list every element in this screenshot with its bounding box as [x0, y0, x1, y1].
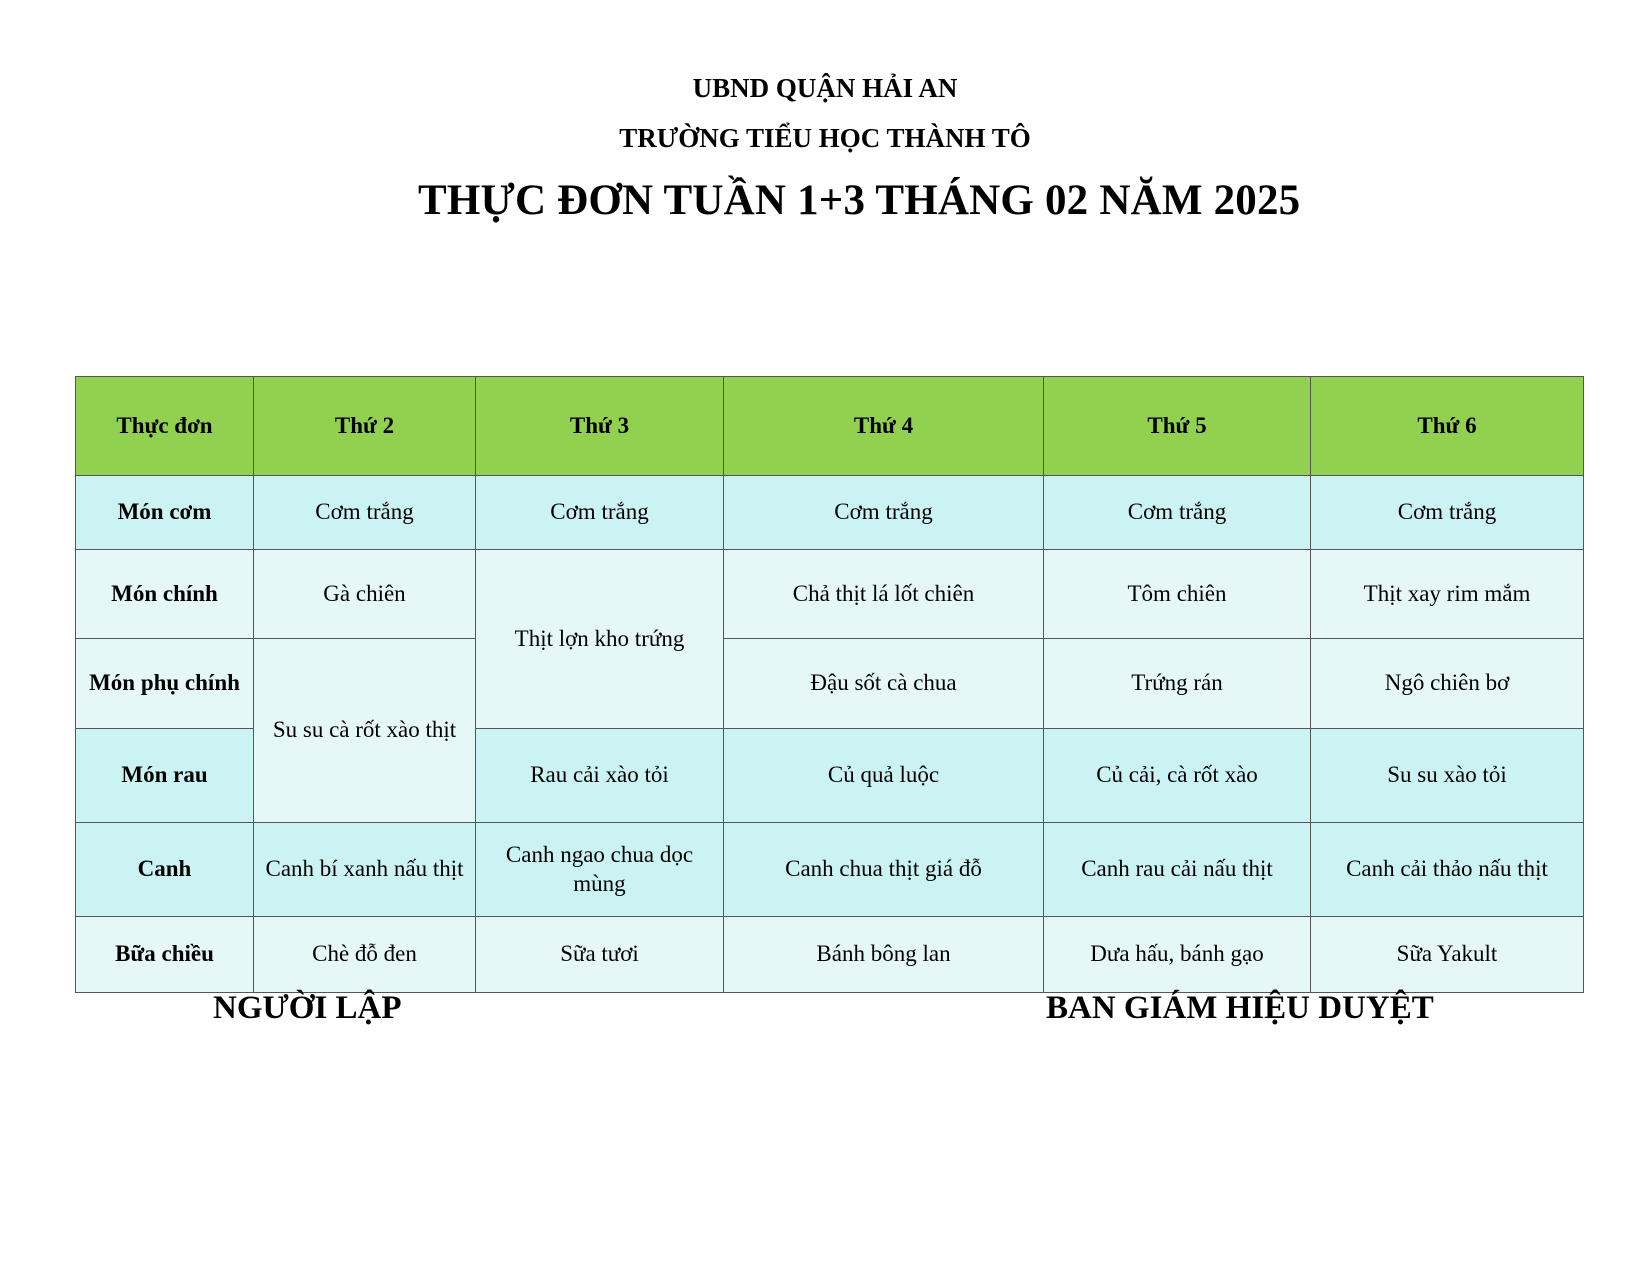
table-cell: Trứng rán	[1044, 639, 1311, 729]
table-cell: Cơm trắng	[254, 476, 476, 550]
table-cell: Củ cải, cà rốt xào	[1044, 729, 1311, 823]
table-cell: Su su cà rốt xào thịt	[254, 639, 476, 823]
row-label-canh: Canh	[76, 823, 254, 917]
column-header-thu3: Thứ 3	[476, 377, 724, 476]
table-cell: Cơm trắng	[724, 476, 1044, 550]
table-cell: Cơm trắng	[1044, 476, 1311, 550]
table-row	[76, 639, 1584, 729]
row-label-mon-phu-chinh: Món phụ chính	[76, 639, 254, 729]
row-label-bua-chieu: Bữa chiều	[76, 917, 254, 993]
table-cell: Tôm chiên	[1044, 550, 1311, 639]
row-label-mon-rau: Món rau	[76, 729, 254, 823]
column-header-thu6: Thứ 6	[1311, 377, 1584, 476]
menu-title: THỰC ĐƠN TUẦN 1+3 THÁNG 02 NĂM 2025	[418, 177, 1301, 224]
table-cell: Cơm trắng	[1311, 476, 1584, 550]
table-cell: Gà chiên	[254, 550, 476, 639]
table-row	[76, 823, 1584, 917]
signature-preparer: NGƯỜI LẬP	[213, 990, 402, 1026]
table-row	[76, 550, 1584, 639]
table-cell: Củ quả luộc	[724, 729, 1044, 823]
table-cell: Đậu sốt cà chua	[724, 639, 1044, 729]
signature-approval-board: BAN GIÁM HIỆU DUYỆT	[1046, 990, 1434, 1026]
table-cell: Sữa Yakult	[1311, 917, 1584, 993]
table-cell: Canh cải thảo nấu thịt	[1311, 823, 1584, 917]
table-cell: Sữa tươi	[476, 917, 724, 993]
table-row	[76, 917, 1584, 993]
row-label-mon-chinh: Món chính	[76, 550, 254, 639]
table-cell: Canh ngao chua dọc mùng	[476, 823, 724, 917]
column-header-thu2: Thứ 2	[254, 377, 476, 476]
table-cell: Thịt xay rim mắm	[1311, 550, 1584, 639]
column-header-menu: Thực đơn	[76, 377, 254, 476]
column-header-thu4: Thứ 4	[724, 377, 1044, 476]
table-cell: Ngô chiên bơ	[1311, 639, 1584, 729]
table-cell: Chè đỗ đen	[254, 917, 476, 993]
table-cell: Su su xào tỏi	[1311, 729, 1584, 823]
table-header-row	[76, 377, 1584, 476]
weekly-menu-table	[75, 376, 1584, 993]
table-cell: Chả thịt lá lốt chiên	[724, 550, 1044, 639]
table-cell: Dưa hấu, bánh gạo	[1044, 917, 1311, 993]
table-cell: Rau cải xào tỏi	[476, 729, 724, 823]
row-label-mon-com: Món cơm	[76, 476, 254, 550]
school-heading: TRƯỜNG TIỂU HỌC THÀNH TÔ	[619, 123, 1031, 153]
table-row	[76, 476, 1584, 550]
district-heading: UBND QUẬN HẢI AN	[692, 73, 958, 103]
table-cell: Canh bí xanh nấu thịt	[254, 823, 476, 917]
column-header-thu5: Thứ 5	[1044, 377, 1311, 476]
table-cell: Cơm trắng	[476, 476, 724, 550]
table-cell: Canh chua thịt giá đỗ	[724, 823, 1044, 917]
table-cell: Canh rau cải nấu thịt	[1044, 823, 1311, 917]
table-cell: Bánh bông lan	[724, 917, 1044, 993]
table-cell: Thịt lợn kho trứng	[476, 550, 724, 729]
